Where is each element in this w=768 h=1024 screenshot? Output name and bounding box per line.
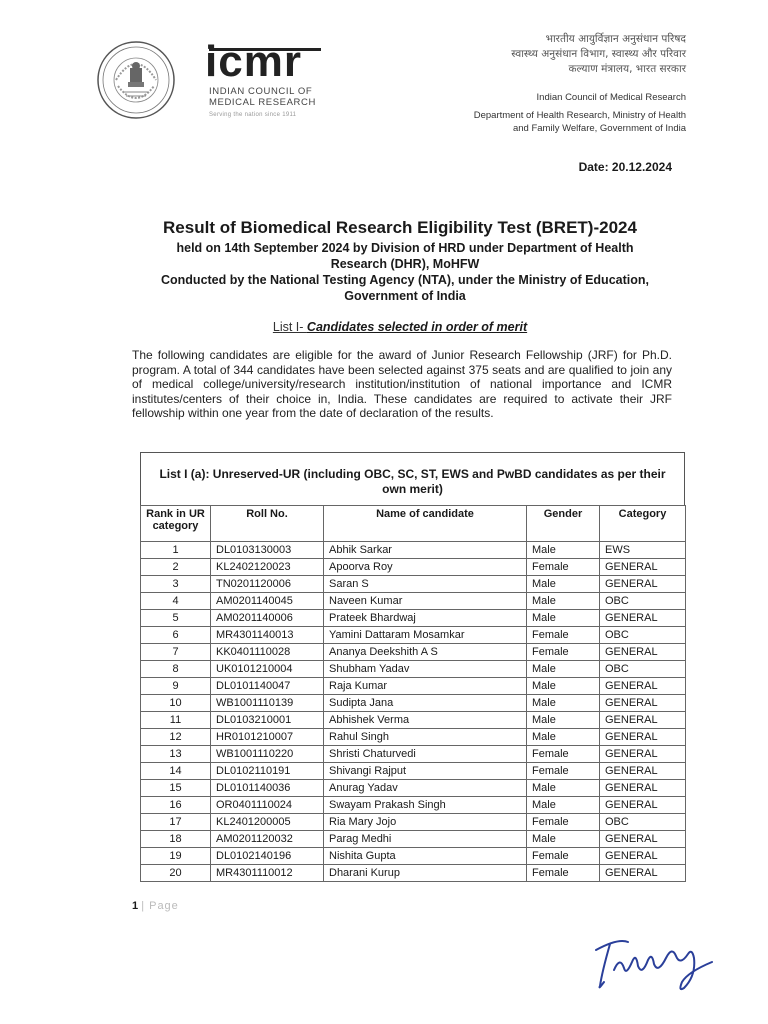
cell-roll-no: AM0201140045 [211, 593, 324, 610]
cell-roll-no: DL0101140047 [211, 678, 324, 695]
cell-name: Ananya Deekshith A S [324, 644, 527, 661]
cell-rank: 7 [141, 644, 211, 661]
icmr-logo-text: icmr [205, 37, 302, 86]
table-row [141, 848, 686, 865]
cell-roll-no: OR0401110024 [211, 797, 324, 814]
cell-rank: 17 [141, 814, 211, 831]
cell-rank: 18 [141, 831, 211, 848]
cell-category: GENERAL [600, 780, 686, 797]
list-heading-main: Candidates selected in order of merit [306, 320, 528, 334]
cell-category: GENERAL [600, 644, 686, 661]
page-number: 1 | Page [132, 900, 179, 912]
table-row [141, 865, 686, 882]
results-table-container [140, 452, 685, 882]
cell-rank: 1 [141, 542, 211, 559]
header-gender: Gender [527, 506, 600, 542]
cell-gender: Male [527, 712, 600, 729]
cell-name: Rahul Singh [324, 729, 527, 746]
cell-category: EWS [600, 542, 686, 559]
cell-rank: 5 [141, 610, 211, 627]
table-row [141, 763, 686, 780]
cell-roll-no: WB1001110220 [211, 746, 324, 763]
cell-rank: 19 [141, 848, 211, 865]
table-row [141, 559, 686, 576]
cell-category: GENERAL [600, 576, 686, 593]
cell-roll-no: KL2401200005 [211, 814, 324, 831]
cell-gender: Male [527, 695, 600, 712]
cell-gender: Female [527, 644, 600, 661]
cell-rank: 2 [141, 559, 211, 576]
table-row [141, 542, 686, 559]
cell-roll-no: WB1001110139 [211, 695, 324, 712]
table-row [141, 797, 686, 814]
header-name: Name of candidate [324, 506, 527, 542]
table-row [141, 610, 686, 627]
list-heading-prefix: List I- [272, 320, 307, 334]
cell-rank: 13 [141, 746, 211, 763]
table-row [141, 661, 686, 678]
cell-name: Shivangi Rajput [324, 763, 527, 780]
cell-rank: 12 [141, 729, 211, 746]
icmr-logo-subtitle: INDIAN COUNCIL OF MEDICAL RESEARCH [209, 86, 316, 108]
results-table [140, 505, 686, 882]
cell-gender: Male [527, 678, 600, 695]
icmr-seal-logo [96, 40, 176, 120]
cell-category: OBC [600, 814, 686, 831]
cell-category: GENERAL [600, 848, 686, 865]
cell-roll-no: DL0103130003 [211, 542, 324, 559]
cell-gender: Female [527, 627, 600, 644]
cell-name: Prateek Bhardwaj [324, 610, 527, 627]
cell-name: Saran S [324, 576, 527, 593]
cell-rank: 9 [141, 678, 211, 695]
cell-roll-no: DL0101140036 [211, 780, 324, 797]
cell-name: Apoorva Roy [324, 559, 527, 576]
cell-name: Shristi Chaturvedi [324, 746, 527, 763]
cell-roll-no: KL2402120023 [211, 559, 324, 576]
cell-category: GENERAL [600, 678, 686, 695]
table-header-row [141, 506, 686, 542]
cell-name: Swayam Prakash Singh [324, 797, 527, 814]
table-row [141, 814, 686, 831]
cell-name: Nishita Gupta [324, 848, 527, 865]
subtitle-conducting-agency: Conducted by the National Testing Agency (NTA), under the Ministry of Education, Government of India [161, 273, 649, 303]
intro-paragraph: The following candidates are eligible for the award of Junior Research Fellowship (JRF) for Ph.D. program. A total of 344 candidates have been selected against 375 seats and are qualified to join any of medical college/university/research institution/institution of national importance and ICMR institutes/centers of their choice in, India. These candidates are required to activate their JRF fellowship within one year from the date of declaration of the results. [132, 348, 672, 420]
header-hindi-address: भारतीय आयुर्विज्ञान अनुसंधान परिषद स्वास्थ्य अनुसंधान विभाग, स्वास्थ्य और परिवार कल्याण मंत्रालय, भारत सरकार [511, 33, 686, 75]
table-row [141, 627, 686, 644]
cell-name: Abhishek Verma [324, 712, 527, 729]
cell-category: GENERAL [600, 797, 686, 814]
cell-gender: Female [527, 814, 600, 831]
cell-rank: 10 [141, 695, 211, 712]
cell-rank: 14 [141, 763, 211, 780]
subtitle-exam-details: held on 14th September 2024 by Division of HRD under Department of Health Research (DHR), MoHFW [176, 241, 634, 271]
table-row [141, 780, 686, 797]
table-row [141, 576, 686, 593]
cell-name: Sudipta Jana [324, 695, 527, 712]
table-row [141, 644, 686, 661]
cell-gender: Male [527, 797, 600, 814]
table-caption: List I (a): Unreserved-UR (including OBC, SC, ST, EWS and PwBD candidates as per their own merit) [140, 452, 685, 505]
header-rank: Rank in UR category [141, 506, 211, 542]
cell-gender: Female [527, 746, 600, 763]
page-title: Result of Biomedical Research Eligibility Test (BRET)-2024 [163, 218, 637, 237]
cell-gender: Male [527, 576, 600, 593]
cell-category: OBC [600, 627, 686, 644]
cell-category: GENERAL [600, 695, 686, 712]
cell-gender: Female [527, 848, 600, 865]
cell-roll-no: MR4301110012 [211, 865, 324, 882]
cell-name: Shubham Yadav [324, 661, 527, 678]
cell-gender: Female [527, 559, 600, 576]
cell-category: GENERAL [600, 610, 686, 627]
cell-category: GENERAL [600, 729, 686, 746]
cell-rank: 6 [141, 627, 211, 644]
cell-name: Yamini Dattaram Mosamkar [324, 627, 527, 644]
table-row [141, 678, 686, 695]
document-date: Date: 20.12.2024 [578, 160, 672, 174]
cell-gender: Male [527, 831, 600, 848]
cell-gender: Male [527, 593, 600, 610]
cell-roll-no: MR4301140013 [211, 627, 324, 644]
cell-roll-no: AM0201120032 [211, 831, 324, 848]
cell-gender: Female [527, 865, 600, 882]
cell-rank: 8 [141, 661, 211, 678]
cell-gender: Female [527, 763, 600, 780]
icmr-logo-tagline: Serving the nation since 1911 [209, 112, 297, 118]
cell-name: Ria Mary Jojo [324, 814, 527, 831]
cell-roll-no: DL0102110191 [211, 763, 324, 780]
cell-rank: 15 [141, 780, 211, 797]
cell-rank: 20 [141, 865, 211, 882]
cell-gender: Male [527, 542, 600, 559]
cell-rank: 11 [141, 712, 211, 729]
table-row [141, 593, 686, 610]
cell-gender: Male [527, 610, 600, 627]
cell-roll-no: AM0201140006 [211, 610, 324, 627]
cell-gender: Male [527, 780, 600, 797]
cell-name: Abhik Sarkar [324, 542, 527, 559]
cell-category: GENERAL [600, 831, 686, 848]
table-row [141, 695, 686, 712]
cell-category: GENERAL [600, 865, 686, 882]
header-roll-no: Roll No. [211, 506, 324, 542]
cell-category: GENERAL [600, 746, 686, 763]
cell-name: Anurag Yadav [324, 780, 527, 797]
cell-gender: Male [527, 729, 600, 746]
cell-roll-no: DL0103210001 [211, 712, 324, 729]
cell-name: Parag Medhi [324, 831, 527, 848]
cell-roll-no: UK0101210004 [211, 661, 324, 678]
cell-category: GENERAL [600, 559, 686, 576]
cell-category: GENERAL [600, 712, 686, 729]
cell-roll-no: TN0201120006 [211, 576, 324, 593]
cell-category: OBC [600, 661, 686, 678]
table-row [141, 729, 686, 746]
cell-roll-no: DL0102140196 [211, 848, 324, 865]
cell-gender: Male [527, 661, 600, 678]
cell-rank: 4 [141, 593, 211, 610]
cell-category: OBC [600, 593, 686, 610]
cell-category: GENERAL [600, 763, 686, 780]
cell-name: Raja Kumar [324, 678, 527, 695]
table-row [141, 831, 686, 848]
table-row [141, 746, 686, 763]
table-row [141, 712, 686, 729]
header-category: Category [600, 506, 686, 542]
cell-name: Dharani Kurup [324, 865, 527, 882]
cell-name: Naveen Kumar [324, 593, 527, 610]
header-english-address: Indian Council of Medical Research Department of Health Research, Ministry of Health and Family Welfare, Government of India [473, 92, 686, 134]
list-heading [120, 320, 680, 334]
cell-rank: 3 [141, 576, 211, 593]
cell-roll-no: HR0101210007 [211, 729, 324, 746]
handwritten-signature [588, 932, 728, 992]
cell-roll-no: KK0401110028 [211, 644, 324, 661]
cell-rank: 16 [141, 797, 211, 814]
